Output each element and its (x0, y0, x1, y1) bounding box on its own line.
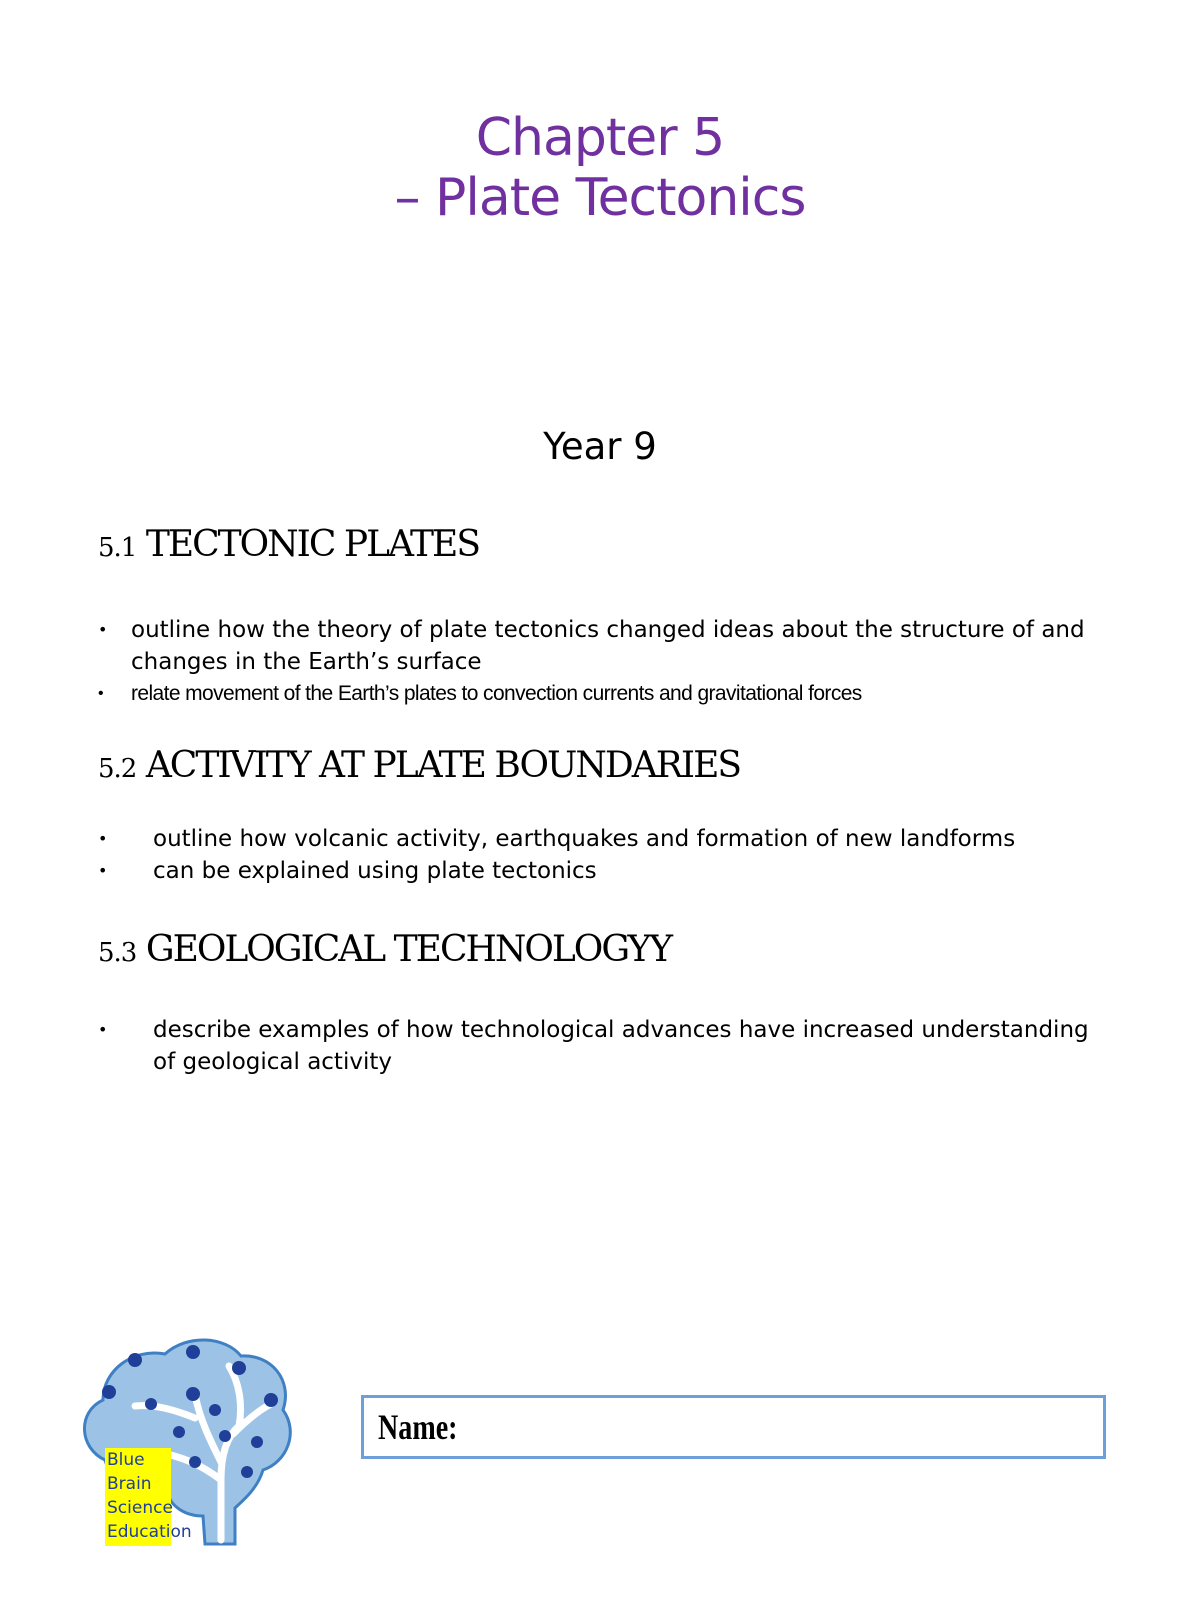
chapter-title: Chapter 5 (475, 108, 725, 168)
list-item (98, 855, 1098, 887)
section-number: 5.2 (98, 754, 137, 784)
logo-word-brain: Brain (107, 1474, 152, 1494)
logo-word-science: Science (107, 1498, 173, 1518)
name-field[interactable] (361, 1395, 1106, 1459)
bullet-icon: • (98, 829, 108, 848)
bullet-icon: • (98, 685, 104, 702)
section-heading-tectonic-plates (98, 523, 479, 570)
blue-brain-science-education-logo (75, 1330, 300, 1548)
section-bullets-geological-technology (98, 1014, 1098, 1078)
bullet-icon: • (98, 861, 108, 880)
name-label: Name: (378, 1407, 458, 1447)
section-bullets-tectonic-plates (98, 614, 1108, 710)
section-heading-geological-technology (98, 928, 671, 975)
logo-word-blue: Blue (107, 1450, 145, 1470)
section-title: ACTIVITY AT PLATE BOUNDARIES (145, 745, 741, 786)
list-item (98, 823, 1098, 855)
section-bullets-activity-at-plate-boundaries (98, 823, 1098, 887)
logo-word-education: Education (107, 1522, 192, 1542)
list-item-text: outline how volcanic activity, earthquakes and formation of new landforms (153, 826, 1016, 852)
list-item (98, 678, 1108, 710)
bullet-icon: • (98, 620, 108, 639)
list-item (98, 1014, 1098, 1078)
section-title: TECTONIC PLATES (145, 524, 479, 565)
section-title: GEOLOGICAL TECHNOLOGYY (145, 929, 671, 970)
list-item-text: can be explained using plate tectonics (153, 858, 597, 884)
list-item (98, 614, 1108, 678)
bullet-icon: • (98, 1020, 108, 1039)
list-item-text: outline how the theory of plate tectonics changed ideas about the structure of and changes in the Earth’s surface (131, 617, 1085, 675)
list-item-text: describe examples of how technological advances have increased understanding of geological activity (153, 1017, 1089, 1075)
chapter-subtitle: – Plate Tectonics (394, 168, 806, 228)
section-number: 5.1 (98, 533, 137, 563)
section-heading-activity-at-plate-boundaries (98, 744, 740, 791)
list-item-text: relate movement of the Earth’s plates to convection currents and gravitational forces (131, 682, 862, 705)
section-number: 5.3 (98, 938, 137, 968)
year-level: Year 9 (543, 425, 657, 468)
